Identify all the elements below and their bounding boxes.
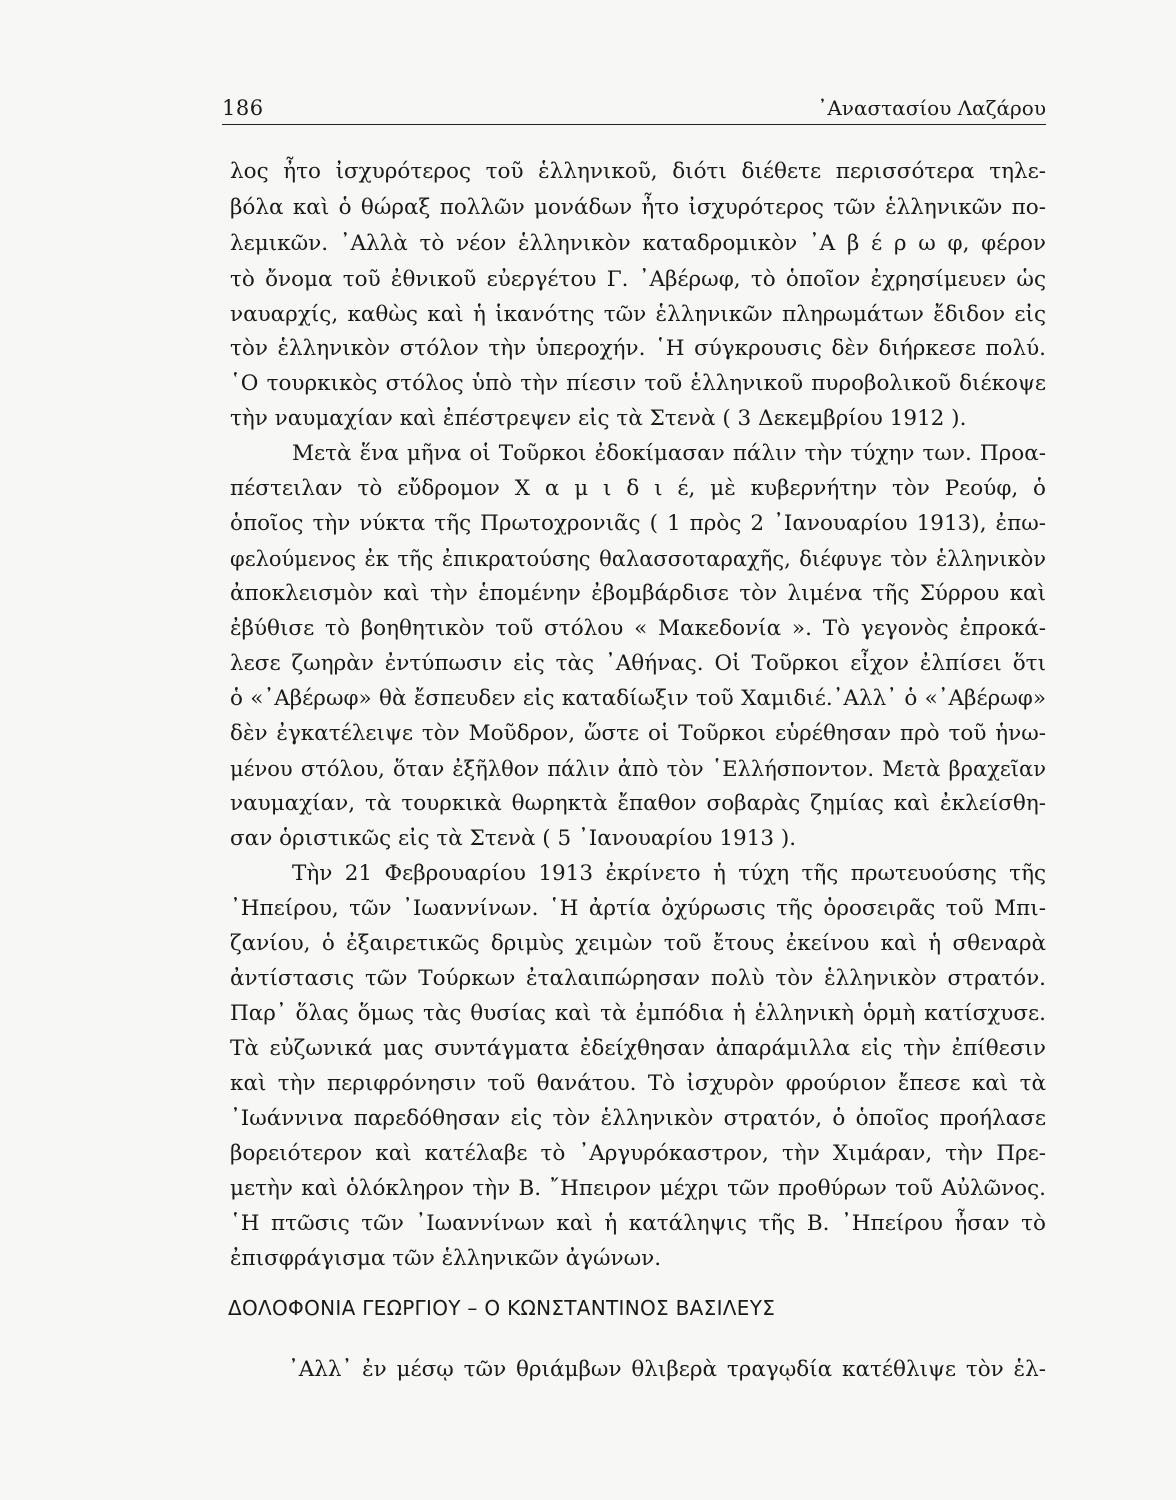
paragraph-first-line: Μετὰ ἕνα μῆνα οἱ Τοῦρκοι ἐδοκίμασαν πάλιν τὴν τύχην των. Προα- bbox=[292, 441, 1046, 466]
paragraph-first-line: Τὴν 21 Φεβρουαρίου 1913 ἐκρίνετο ἡ τύχη τῆς πρωτευούσης τῆς bbox=[292, 861, 1046, 886]
paragraph-first-line: ᾿Αλλ᾿ ἐν μέσῳ τῶν θριάμβων θλιβερὰ τραγῳδία κατέθλιψε τὸν ἑλ- bbox=[288, 1357, 1046, 1382]
text-line: ὁποῖος τὴν νύκτα τῆς Πρωτοχρονιᾶς ( 1 πρὸς 2 ᾿Ιανουαρίου 1913), ἐπω- bbox=[230, 511, 1046, 536]
text-line: ἐπισφράγισμα τῶν ἑλληνικῶν ἀγώνων. bbox=[230, 1246, 662, 1271]
text-line: σαν ὁριστικῶς εἰς τὰ Στενὰ ( 5 ᾿Ιανουαρίου 1913 ). bbox=[230, 826, 797, 851]
section-heading: ΔΟΛΟΦΟΝΙΑ ΓΕΩΡΓΙΟΥ – Ο ΚΩΝΣΤΑΝΤΙΝΟΣ ΒΑΣΙΛΕΥΣ bbox=[228, 1296, 776, 1320]
text-line: ᾿Ιωάννινα παρεδόθησαν εἰς τὸν ἑλληνικὸν στρατόν, ὁ ὁποῖος προήλασε bbox=[230, 1106, 1046, 1131]
text-line: ναυμαχίαν, τὰ τουρκικὰ θωρηκτὰ ἔπαθον σοβαρὰς ζημίας καὶ ἐκλείσθη- bbox=[230, 791, 1046, 816]
text-line: ἀποκλεισμὸν καὶ τὴν ἑπομένην ἐβομβάρδισε τὸν λιμένα τῆς Σύρρου καὶ bbox=[230, 581, 1046, 606]
text-line: Παρ᾿ ὅλας ὅμως τὰς θυσίας καὶ τὰ ἐμπόδια ἡ ἑλληνικὴ ὁρμὴ κατίσχυσε. bbox=[230, 1001, 1046, 1026]
text-line: λεμικῶν. ᾿Αλλὰ τὸ νέον ἑλληνικὸν καταδρομικὸν ᾿Α β έ ρ ω φ, φέρον bbox=[230, 231, 1046, 256]
text-line: Τὰ εὐζωνικά μας συντάγματα ἐδείχθησαν ἀπαράμιλλα εἰς τὴν ἐπίθεσιν bbox=[230, 1036, 1046, 1061]
text-line: ῾Η πτῶσις τῶν ᾿Ιωαννίνων καὶ ἡ κατάληψις τῆς Β. ᾿Ηπείρου ἦσαν τὸ bbox=[230, 1211, 1046, 1236]
text-line: τὸ ὄνομα τοῦ ἐθνικοῦ εὐεργέτου Γ. ᾿Αβέρωφ, τὸ ὁποῖον ἐχρησίμευεν ὡς bbox=[230, 267, 1046, 292]
text-line: ζανίου, ὁ ἐξαιρετικῶς δριμὺς χειμὼν τοῦ ἔτους ἐκείνου καὶ ἡ σθεναρὰ bbox=[230, 931, 1046, 956]
text-line: καὶ τὴν περιφρόνησιν τοῦ θανάτου. Τὸ ἰσχυρὸν φρούριον ἔπεσε καὶ τὰ bbox=[230, 1071, 1046, 1096]
text-line: ᾿Ηπείρου, τῶν ᾿Ιωαννίνων. ῾Η ἀρτία ὀχύρωσις τῆς ὀροσειρᾶς τοῦ Μπι- bbox=[230, 896, 1046, 921]
text-line: ναυαρχίς, καθὼς καὶ ἡ ἱκανότης τῶν ἑλληνικῶν πληρωμάτων ἔδιδον εἰς bbox=[230, 302, 1046, 327]
text-line: ῾Ο τουρκικὸς στόλος ὑπὸ τὴν πίεσιν τοῦ ἑλληνικοῦ πυροβολικοῦ διέκοψε bbox=[230, 371, 1046, 396]
page-number: 186 bbox=[222, 96, 264, 120]
text-line: μετὴν καὶ ὁλόκληρον τὴν Β. ῎Ηπειρον μέχρι τῶν προθύρων τοῦ Αὐλῶνος. bbox=[230, 1176, 1046, 1201]
text-line: βόλα καὶ ὁ θώραξ πολλῶν μονάδων ἦτο ἰσχυρότερος τῶν ἑλληνικῶν πο- bbox=[230, 195, 1046, 220]
text-line: λος ἦτο ἰσχυρότερος τοῦ ἑλληνικοῦ, διότι διέθετε περισσότερα τηλε- bbox=[230, 159, 1046, 184]
text-line: τὸν ἑλληνικὸν στόλον τὴν ὑπεροχήν. ῾Η σύγκρουσις δὲν διήρκεσε πολύ. bbox=[230, 336, 1046, 361]
text-line: δὲν ἐγκατέλειψε τὸν Μοῦδρον, ὥστε οἱ Τοῦρκοι εὑρέθησαν πρὸ τοῦ ἡνω- bbox=[230, 721, 1046, 746]
text-line: φελούμενος ἐκ τῆς ἐπικρατούσης θαλασσοταραχῆς, διέφυγε τὸν ἑλληνικὸν bbox=[230, 547, 1046, 571]
text-line: μένου στόλου, ὅταν ἐξῆλθον πάλιν ἀπὸ τὸν ῾Ελλήσποντον. Μετὰ βραχεῖαν bbox=[230, 757, 1046, 781]
text-line: ἐβύθισε τὸ βοηθητικὸν τοῦ στόλου « Μακεδονία ». Τὸ γεγονὸς ἐπροκά- bbox=[230, 616, 1046, 641]
running-head: ᾿Αναστασίου Λαζάρου bbox=[817, 96, 1046, 120]
text-line: βορειότερον καὶ κατέλαβε τὸ ᾿Αργυρόκαστρον, τὴν Χιμάραν, τὴν Πρε- bbox=[230, 1141, 1046, 1166]
text-line: πέστειλαν τὸ εὔδρομον Χ α μ ι δ ι έ, μὲ κυβερνήτην τὸν Ρεούφ, ὁ bbox=[230, 476, 1046, 501]
text-line: ὁ «᾿Αβέρωφ» θὰ ἔσπευδεν εἰς καταδίωξιν τοῦ Χαμιδιέ.᾿Αλλ᾿ ὁ «᾿Αβέρωφ» bbox=[230, 686, 1046, 711]
text-line: τὴν ναυμαχίαν καὶ ἐπέστρεψεν εἰς τὰ Στενὰ ( 3 Δεκεμβρίου 1912 ). bbox=[230, 406, 967, 431]
text-line: ἀντίστασις τῶν Τούρκων ἐταλαιπώρησαν πολὺ τὸν ἑλληνικὸν στρατόν. bbox=[230, 966, 1046, 991]
text-line: λεσε ζωηρὰν ἐντύπωσιν εἰς τὰς ᾿Αθήνας. Οἱ Τοῦρκοι εἶχον ἐλπίσει ὅτι bbox=[230, 651, 1046, 676]
